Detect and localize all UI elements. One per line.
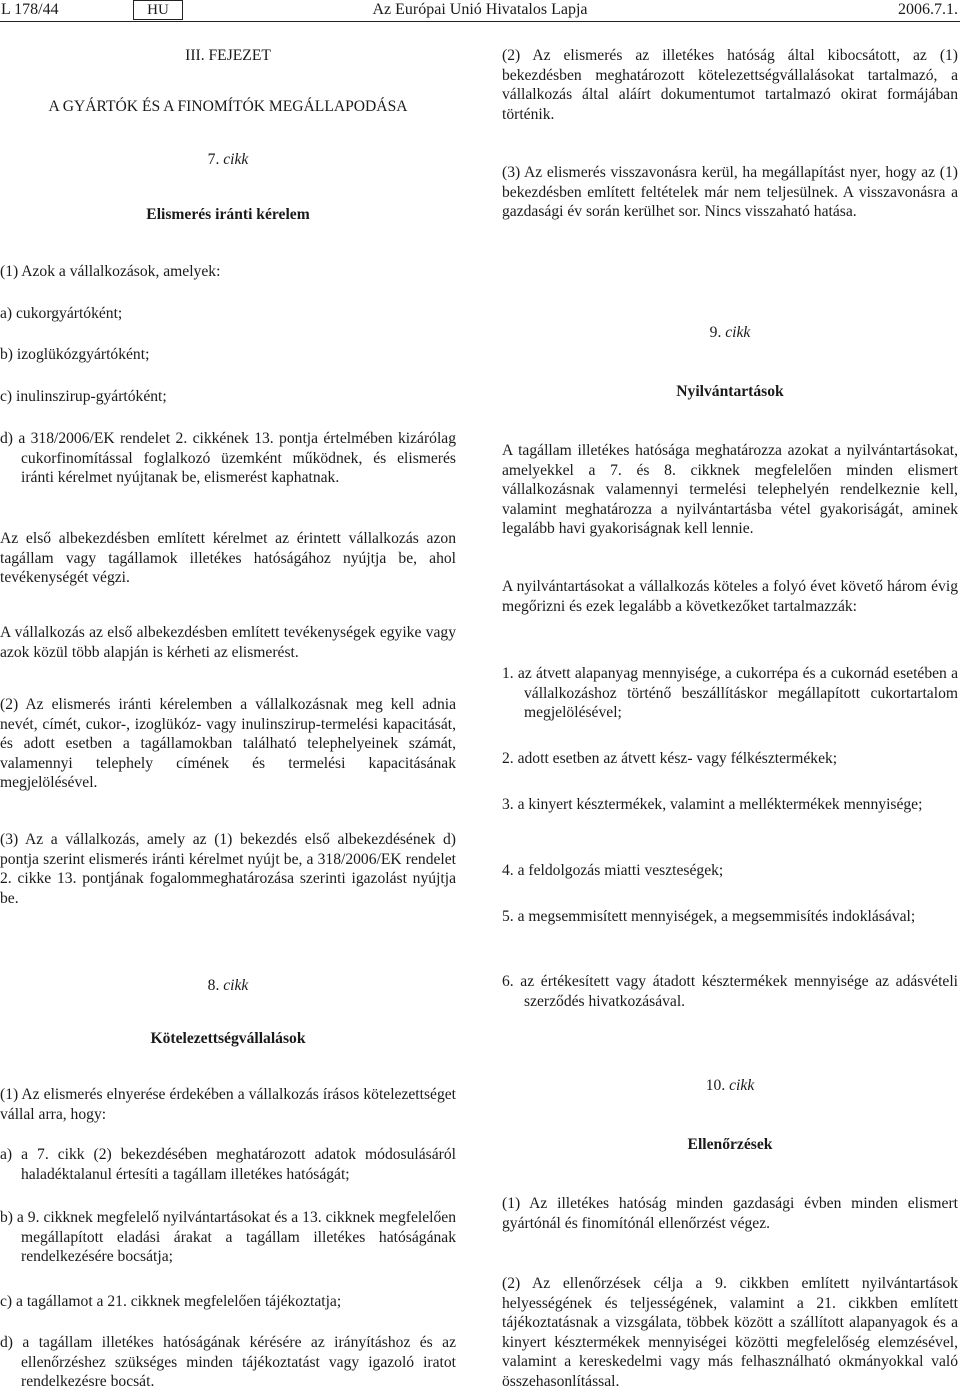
article-10-title: Ellenőrzések bbox=[687, 1136, 773, 1153]
art7-paragraph-3-right: (3) Az elismerés visszavonásra kerül, ha megállapítást nyer, hogy az (1) bekezdésben említett feltételek már nem teljesülnek. A visszavonásra a gazdasági év során kerülhet sor. Nincs visszaható hatása. bbox=[502, 164, 958, 221]
art7-paragraph-3: (3) Az a vállalkozás, amely az (1) bekezdés első albekezdésének d) pontja szerint elismerés iránti kérelmet nyújt be, a 318/2006/EK rendelet 2. cikke 13. pontjának fogalommeghatározása szerinti igazolást nyújtja be. bbox=[0, 831, 456, 907]
art10-paragraph-2: (2) Az ellenőrzések célja a 9. cikkben említett nyilvántartások helyességének és teljességének, valamint a 21. cikkben említett tájékoztatásnak a vizsgálata, többek között a szállított alapanyagok és a kinyert késztermékek mennyiségei közötti megfelelőség elemzésével, valamint a kereskedelmi vagy más felhasználható okmányokkal való összehasonlítással. bbox=[502, 1275, 958, 1390]
art9-item-1: 1. az átvett alapanyag mennyisége, a cukorrépa és a cukornád esetében a vállalkozáshoz történő beszállításkor megállapított cukortartalom megjelölésével; bbox=[502, 665, 958, 722]
art7-item-d: d) a 318/2006/EK rendelet 2. cikkének 13. pontja értelmében kizárólag cukorfinomítással foglalkozó üzemként működnek, és elismerés iránti kérelmet nyújtanak be, elismerést kaphatnak. bbox=[0, 430, 456, 487]
art7-item-c: c) inulinszirup-gyártóként; bbox=[0, 388, 167, 405]
article-number: 10. bbox=[705, 1077, 726, 1094]
chapter-title: A GYÁRTÓK ÉS A FINOMÍTÓK MEGÁLLAPODÁSA bbox=[48, 98, 408, 115]
art8-item-a: a) a 7. cikk (2) bekezdésében meghatározott adatok módosulásáról haladéktalanul értesíti a tagállam illetékes hatóságát; bbox=[0, 1146, 456, 1183]
header-rule bbox=[0, 21, 960, 22]
art7-item-a: a) cukorgyártóként; bbox=[0, 305, 123, 322]
article-7-title: Elismerés iránti kérelem bbox=[146, 206, 310, 223]
article-10-number bbox=[502, 1076, 958, 1096]
art8-paragraph-1: (1) Az elismerés elnyerése érdekében a vállalkozás írásos kötelezettséget vállal arra, hogy: bbox=[0, 1086, 456, 1123]
article-number: 7. bbox=[207, 151, 220, 168]
art8-item-b: b) a 9. cikknek megfelelő nyilvántartásokat és a 13. cikknek megfelelően megállapított eladási árakat a tagállam illetékes hatóságának rendelkezésére bocsátja; bbox=[0, 1209, 456, 1266]
art7-subparagraph-1: Az első albekezdésben említett kérelmet az érintett vállalkozás azon tagállam vagy tagállamok illetékes hatóságához nyújtja be, ahol tevékenységét végzi. bbox=[0, 530, 456, 587]
art9-paragraph-1: A tagállam illetékes hatósága meghatározza azokat a nyilvántartásokat, amelyekkel a 7. és 8. cikknek megfelelően minden elismert vállalkozásnak valamennyi termelési telephelyén rendelkeznie kell, valamint meghatározza a nyilvántartásba vétel gyakoriságát, aminek legalább havi gyakoriságnak kell lennie. bbox=[502, 442, 958, 538]
article-word: cikk bbox=[223, 977, 249, 994]
art9-paragraph-2: A nyilvántartásokat a vállalkozás köteles a folyó évet követő három évig megőrizni és ezek legalább a következőket tartalmazzák: bbox=[502, 578, 958, 615]
page-reference: L 178/44 bbox=[1, 1, 59, 18]
chapter-heading: III. FEJEZET bbox=[185, 47, 271, 64]
article-7-number bbox=[0, 150, 456, 170]
art7-paragraph-2: (2) Az elismerés iránti kérelemben a vállalkozásnak meg kell adnia nevét, címét, cukor-, izoglükóz- vagy inulinszirup-termelési kapacitását, és adott esetben a tagállamokban található telephelyeinek számát, valamennyi telephely címének és termelési kapacitásának megjelölésével. bbox=[0, 696, 456, 792]
art7-item-b: b) izoglükózgyártóként; bbox=[0, 346, 150, 363]
art9-item-4: 4. a feldolgozás miatti veszteségek; bbox=[502, 862, 724, 879]
art10-paragraph-1: (1) Az illetékes hatóság minden gazdasági évben minden elismert gyártónál és finomítónál ellenőrzést végez. bbox=[502, 1195, 958, 1232]
article-number: 9. bbox=[709, 324, 722, 341]
journal-title: Az Európai Unió Hivatalos Lapja bbox=[372, 1, 588, 18]
art9-item-3: 3. a kinyert késztermékek, valamint a melléktermékek mennyisége; bbox=[502, 796, 923, 813]
publication-date: 2006.7.1. bbox=[898, 1, 958, 18]
page-header bbox=[0, 0, 960, 20]
article-number: 8. bbox=[207, 977, 220, 994]
article-8-number bbox=[0, 976, 456, 996]
article-word: cikk bbox=[729, 1077, 755, 1094]
art7-subparagraph-2: A vállalkozás az első albekezdésben említett tevékenységek egyike vagy azok közül több alapján is kérheti az elismerést. bbox=[0, 624, 456, 661]
article-word: cikk bbox=[223, 151, 249, 168]
art7-paragraph-1: (1) Azok a vállalkozások, amelyek: bbox=[0, 263, 221, 280]
art7-paragraph-2-right: (2) Az elismerés az illetékes hatóság által kibocsátott, az (1) bekezdésben meghatározott kötelezettségvállalásokat tartalmazó, a vállalkozás által aláírt dokumentumot tartalmazó okirat formájában történik. bbox=[502, 47, 958, 123]
article-8-title: Kötelezettségvállalások bbox=[150, 1030, 306, 1047]
article-9-number bbox=[502, 323, 958, 343]
article-word: cikk bbox=[725, 324, 751, 341]
art9-item-6: 6. az értékesített vagy átadott késztermékek mennyisége az adásvételi szerződés hivatkozásával. bbox=[502, 973, 958, 1010]
art8-item-d: d) a tagállam illetékes hatóságának kérésére az irányításhoz és az ellenőrzéshez szükséges minden tájékoztatást vagy igazoló iratot rendelkezésre bocsát. bbox=[0, 1334, 456, 1391]
language-code-box: HU bbox=[133, 0, 183, 20]
art8-item-c: c) a tagállamot a 21. cikknek megfelelően tájékoztatja; bbox=[0, 1293, 342, 1310]
art9-item-5: 5. a megsemmisített mennyiségek, a megsemmisítés indoklásával; bbox=[502, 908, 916, 925]
art9-item-2: 2. adott esetben az átvett kész- vagy félkésztermékek; bbox=[502, 750, 838, 767]
article-9-title: Nyilvántartások bbox=[676, 383, 784, 400]
